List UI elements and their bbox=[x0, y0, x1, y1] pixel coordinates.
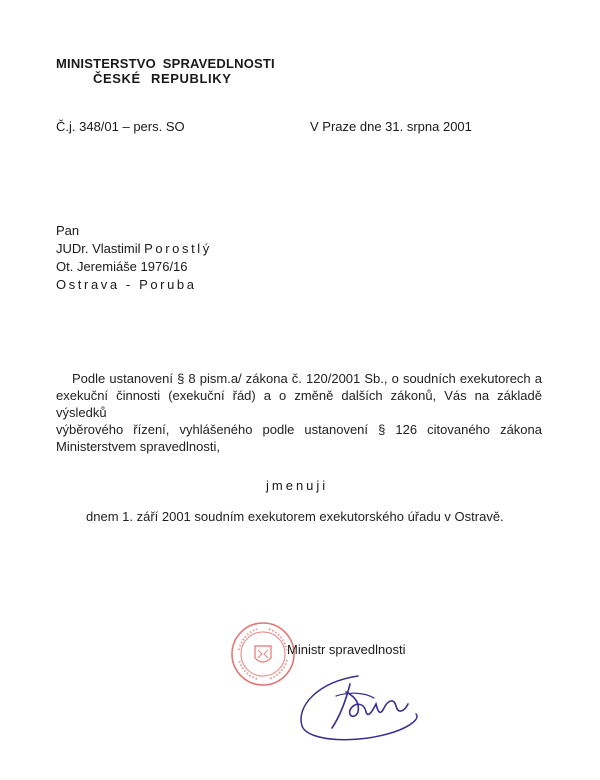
ministry-country: ČESKÉ REPUBLIKY bbox=[93, 71, 232, 86]
ministry-header bbox=[56, 56, 275, 86]
surname: Porostlý bbox=[144, 241, 212, 256]
body-line: exekuční činnosti (exekuční řád) a o změně dalších zákonů, Vás na základě výsledků bbox=[56, 388, 542, 420]
salutation: Pan bbox=[56, 223, 80, 238]
appointment-word: jmenuji bbox=[266, 478, 329, 493]
date-line: V Praze dne 31. srpna 2001 bbox=[310, 119, 472, 134]
reference-number: Č.j. 348/01 – pers. SO bbox=[56, 119, 185, 134]
decision-body bbox=[56, 370, 542, 455]
recipient-name bbox=[56, 240, 212, 258]
street: Ot. Jeremiáše 1976/16 bbox=[56, 259, 188, 274]
handwritten-signature bbox=[288, 662, 438, 746]
recipient-address bbox=[56, 222, 212, 294]
appointment-line: dnem 1. září 2001 soudním exekutorem exekutorského úřadu v Ostravě. bbox=[86, 509, 504, 524]
body-line: Podle ustanovení § 8 pism.a/ zákona č. 120/2001 Sb., o soudních exekutorech a bbox=[72, 371, 542, 386]
signatory-title: Ministr spravedlnosti bbox=[287, 642, 406, 657]
city: Ostrava - Poruba bbox=[56, 277, 197, 292]
body-line: výběrového řízení, vyhlášeného podle ustanovení § 126 citovaného zákona bbox=[56, 422, 542, 437]
name-prefix: JUDr. Vlastimil bbox=[56, 241, 141, 256]
ministry-name: MINISTERSTVO SPRAVEDLNOSTI bbox=[56, 56, 275, 71]
body-line: Ministerstvem spravedlnosti, bbox=[56, 439, 220, 454]
